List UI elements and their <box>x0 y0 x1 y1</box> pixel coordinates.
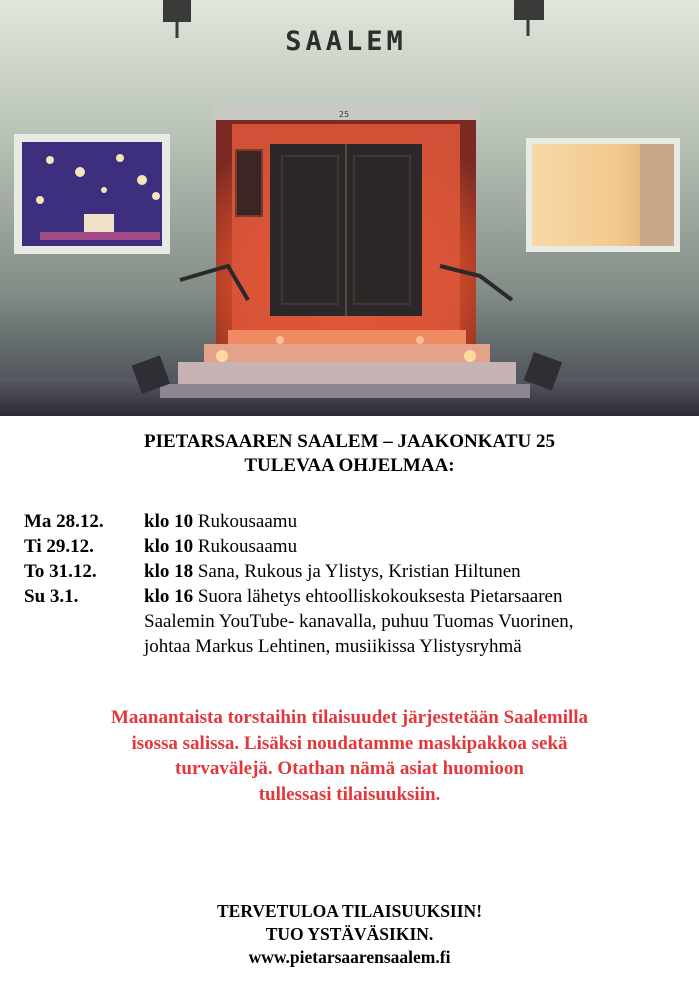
notice-line: turvavälejä. Otathan nämä asiat huomioon <box>175 758 524 779</box>
notice-line: Maanantaista torstaihin tilaisuudet järjestetään Saalemilla <box>110 707 589 728</box>
invite-text: TUO YSTÄVÄSIKIN. <box>265 924 434 944</box>
church-entrance-photo <box>0 0 699 416</box>
wall-lamp-right <box>514 0 544 20</box>
schedule-description: Rukousaamu <box>193 536 298 557</box>
schedule-row <box>24 584 674 609</box>
schedule-day: To 31.12. <box>24 561 97 582</box>
schedule-row <box>24 534 674 559</box>
event-schedule <box>24 509 674 659</box>
schedule-row <box>24 509 674 534</box>
notice-line: tullessasi tilaisuuksiin. <box>258 783 441 805</box>
page-subtitle: TULEVAA OHJELMAA: <box>244 455 455 476</box>
schedule-continuation-row <box>24 609 674 634</box>
footer <box>0 900 699 969</box>
church-entrance-illustration <box>0 0 699 416</box>
schedule-day: Su 3.1. <box>24 586 79 607</box>
notice-line: isossa salissa. Lisäksi noudatamme maskipakkoa sekä <box>131 732 568 754</box>
house-number: 25 <box>338 110 350 119</box>
building-sign: SAALEM <box>285 26 407 57</box>
schedule-description-continued: johtaa Markus Lehtinen, musiikissa Ylistysryhmä <box>144 636 522 657</box>
schedule-description: Sana, Rukous ja Ylistys, Kristian Hiltunen <box>193 561 521 582</box>
website-link[interactable]: www.pietarsaarensaalem.fi <box>248 947 451 967</box>
wall-lamp-left <box>163 0 191 22</box>
schedule-time: klo 10 <box>144 511 194 532</box>
schedule-day: Ti 29.12. <box>24 536 94 557</box>
schedule-continuation-row <box>24 634 674 659</box>
schedule-description-continued: Saalemin YouTube- kanavalla, puhuu Tuomas Vuorinen, <box>144 611 574 632</box>
schedule-description: Suora lähetys ehtoolliskokouksesta Pietarsaaren <box>193 586 563 607</box>
covid-notice <box>0 705 699 807</box>
schedule-row <box>24 559 674 584</box>
page-title: PIETARSAAREN SAALEM – JAAKONKATU 25 <box>144 431 555 452</box>
schedule-time: klo 18 <box>144 561 194 582</box>
schedule-day: Ma 28.12. <box>24 511 104 532</box>
schedule-description: Rukousaamu <box>193 511 298 532</box>
welcome-text: TERVETULOA TILAISUUKSIIN! <box>216 901 483 921</box>
schedule-time: klo 16 <box>144 586 194 607</box>
schedule-time: klo 10 <box>144 536 194 557</box>
